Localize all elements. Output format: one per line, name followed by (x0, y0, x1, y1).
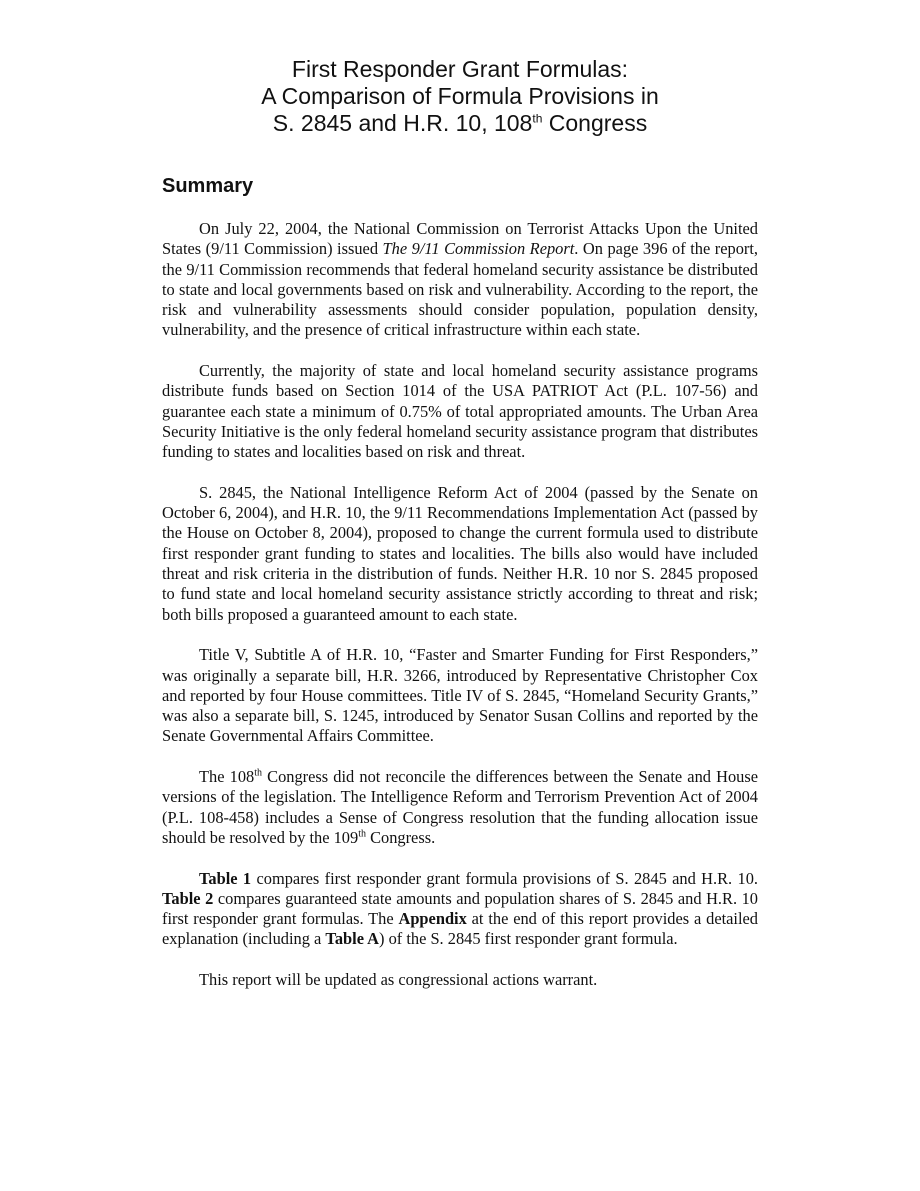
title-line-1: First Responder Grant Formulas: (291, 56, 629, 82)
paragraph-5 (162, 767, 758, 848)
table-2-ref: Table 2 (162, 888, 214, 908)
p5-text-a: The 108 (199, 767, 255, 787)
appendix-ref: Appendix (398, 909, 467, 929)
title-superscript: th (532, 111, 543, 126)
summary-body (162, 219, 758, 1011)
table-a-ref: Table A (325, 929, 380, 949)
p5-text-b: Congress did not reconcile the differences between the Senate and House versions of the legislation. The Intelligence Reform and Terrorism Prevention Act of 2004 (P.L. 108-458) includes a Sense of Congress resolution that the funding allocation issue should be resolved by the 109 (162, 767, 758, 847)
p6-text-3: at the end of this report provides a detailed explanation (including a (162, 909, 758, 949)
title-line-3-main: S. 2845 and H.R. 10, 108 (272, 110, 533, 136)
report-title (0, 56, 920, 137)
summary-heading: Summary (162, 175, 254, 197)
paragraph-4: Title V, Subtitle A of H.R. 10, “Faster and Smarter Funding for First Responders,” was originally a separate bill, H.R. 3266, introduced by Representative Christopher Cox and reported by four House committees. Title IV of S. 2845, “Homeland Security Grants,” was also a separate bill, S. 1245, introduced by Senator Susan Collins and reported by the Senate Governmental Affairs Committee. (162, 645, 758, 746)
p6-text-2: compares guaranteed state amounts and population shares of S. 2845 and H.R. 10 first responder grant formulas. The (162, 888, 758, 929)
p1-text-a: On July 22, 2004, the National Commission on Terrorist Attacks Upon the United States (9/11 Commission) issued (162, 219, 758, 259)
paragraph-3: S. 2845, the National Intelligence Reform Act of 2004 (passed by the Senate on October 6, 2004), and H.R. 10, the 9/11 Recommendations Implementation Act (passed by the House on October 8, 2004), proposed to change the current formula used to distribute first responder grant funding to states and localities. The bills also would have included threat and risk criteria in the distribution of funds. Neither H.R. 10 nor S. 2845 proposed to fund state and local homeland security assistance strictly according to threat and risk; both bills proposed a guaranteed amount to each state. (162, 482, 758, 624)
table-1-ref: Table 1 (199, 868, 252, 888)
p1-report-title: The 9/11 Commission Report (382, 239, 575, 259)
paragraph-7: This report will be updated as congressional actions warrant. (199, 969, 598, 989)
paragraph-2: Currently, the majority of state and local homeland security assistance programs distribute funds based on Section 1014 of the USA PATRIOT Act (P.L. 107-56) and guarantee each state a minimum of 0.75% of total appropriated amounts. The Urban Area Security Initiative is the only federal homeland security assistance program that distributes funding to states and localities based on risk and threat. (162, 361, 758, 462)
p1-text-b: . On page 396 of the report, the 9/11 Commission recommends that federal homeland security assistance be distributed to state and local governments based on risk and vulnerability. According to the report, the risk and vulnerability assessments should consider population, population density, vulnerability, and the presence of critical infrastructure within each state. (162, 239, 758, 340)
p6-text-4: ) of the S. 2845 first responder grant formula. (379, 929, 678, 949)
p5-sup-1: th (254, 767, 262, 779)
p5-sup-2: th (358, 828, 366, 840)
paragraph-6 (162, 869, 758, 950)
p5-text-c: Congress. (365, 827, 436, 847)
title-line-3-end: Congress (542, 110, 648, 136)
title-line-2: A Comparison of Formula Provisions in (261, 83, 659, 109)
p6-text-1: compares first responder grant formula provisions of S. 2845 and H.R. 10. (251, 868, 758, 888)
paragraph-1 (162, 219, 758, 341)
title-line-3 (0, 110, 920, 137)
